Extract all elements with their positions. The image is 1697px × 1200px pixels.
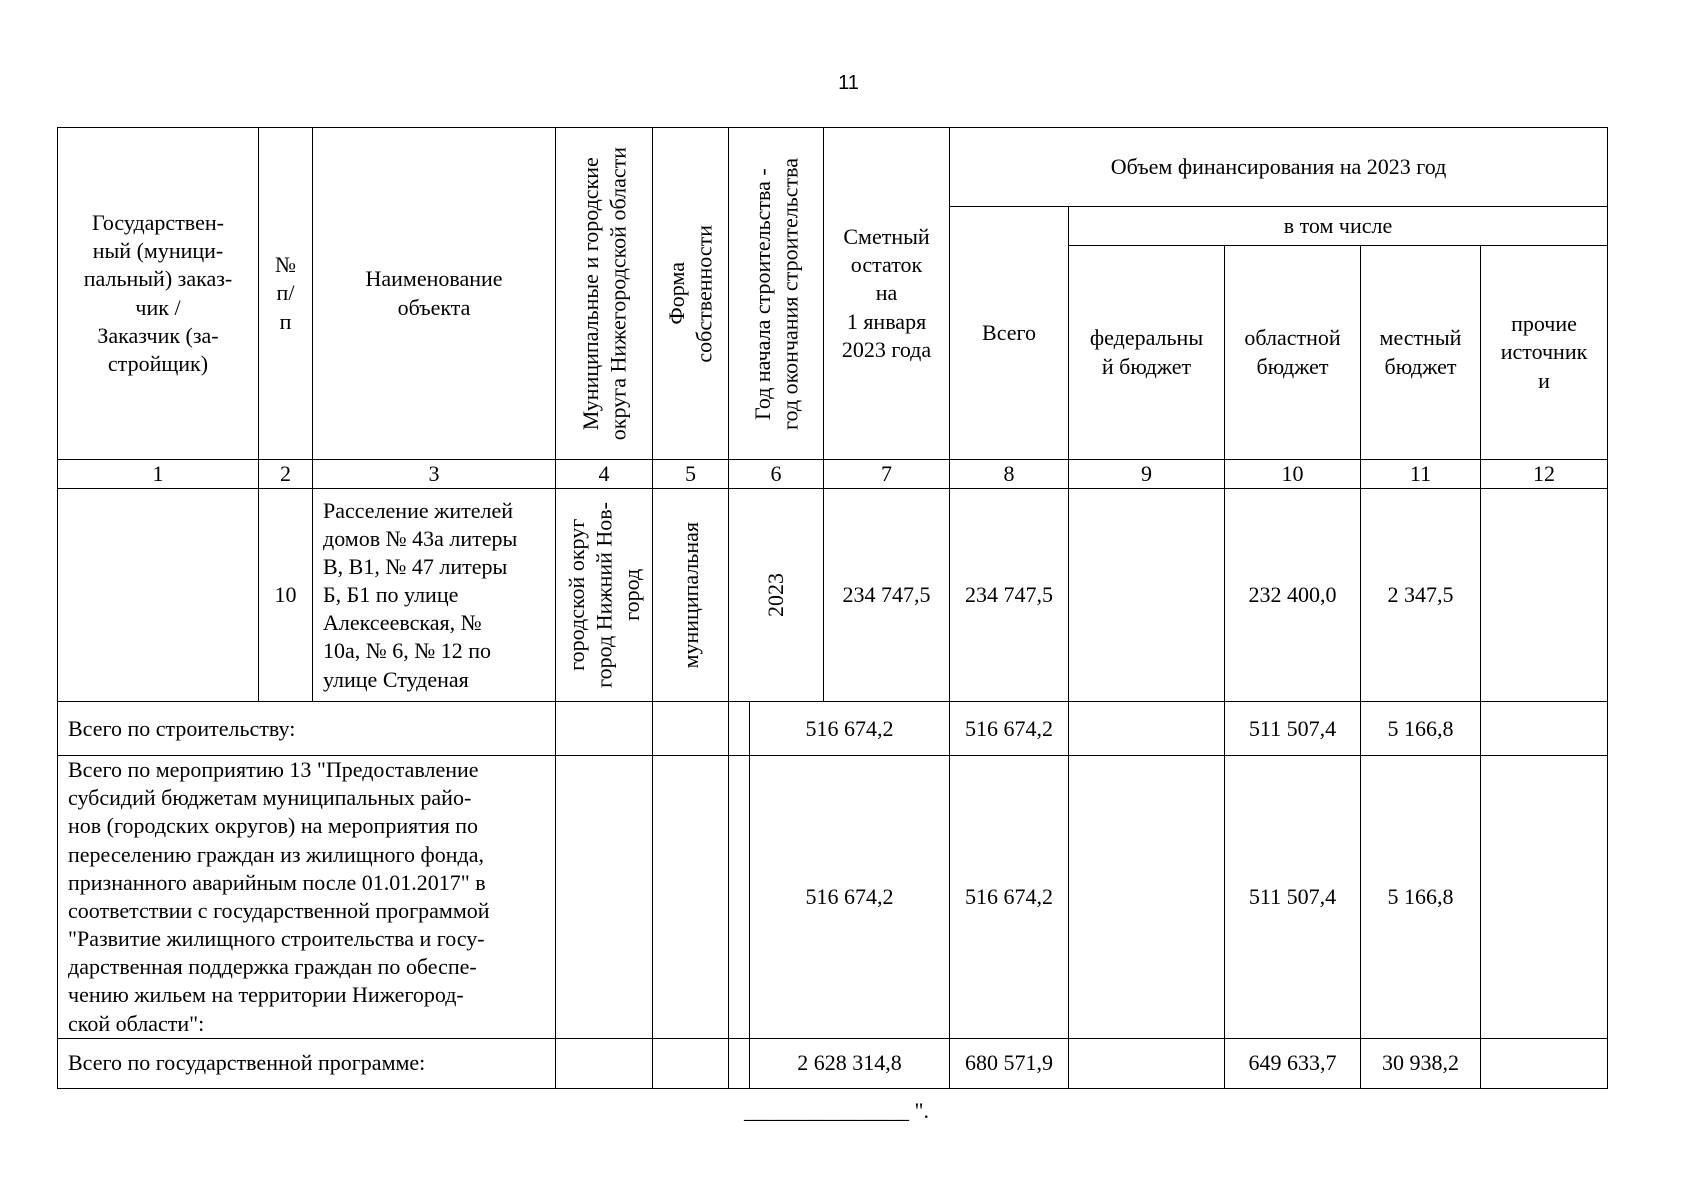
cell-municipality: городской округ город Нижний Нов- город bbox=[556, 489, 653, 702]
cell-local: 2 347,5 bbox=[1361, 489, 1481, 702]
cell-other bbox=[1481, 756, 1608, 1039]
column-number: 6 bbox=[729, 460, 824, 489]
cell-regional: 232 400,0 bbox=[1225, 489, 1361, 702]
column-number: 12 bbox=[1481, 460, 1608, 489]
cell-federal bbox=[1069, 1038, 1225, 1088]
column-number: 4 bbox=[556, 460, 653, 489]
column-number: 10 bbox=[1225, 460, 1361, 489]
cell-ownership: муниципальная bbox=[653, 489, 729, 702]
cell-total: 680 571,9 bbox=[950, 1038, 1069, 1088]
cell-estimate: 516 674,2 bbox=[750, 756, 950, 1039]
header-total: Всего bbox=[950, 207, 1069, 460]
column-number: 11 bbox=[1361, 460, 1481, 489]
cell-customer bbox=[58, 489, 259, 702]
cell-regional: 649 633,7 bbox=[1225, 1038, 1361, 1088]
cell-years bbox=[729, 756, 750, 1039]
cell-local: 5 166,8 bbox=[1361, 702, 1481, 756]
cell-federal bbox=[1069, 702, 1225, 756]
cell-total: 234 747,5 bbox=[950, 489, 1069, 702]
cell-other bbox=[1481, 702, 1608, 756]
cell-estimate: 2 628 314,8 bbox=[750, 1038, 950, 1088]
cell-local: 5 166,8 bbox=[1361, 756, 1481, 1039]
header-including: в том числе bbox=[1069, 207, 1608, 246]
closing-quote-line: _______________ ". bbox=[744, 1098, 929, 1123]
column-number: 9 bbox=[1069, 460, 1225, 489]
financing-table bbox=[57, 127, 1608, 1089]
header-regional: областной бюджет bbox=[1225, 246, 1361, 460]
column-number: 1 bbox=[58, 460, 259, 489]
cell-total: 516 674,2 bbox=[950, 756, 1069, 1039]
cell-years bbox=[729, 1038, 750, 1088]
header-funding-title: Объем финансирования на 2023 год bbox=[950, 128, 1608, 207]
header-years: Год начала строительства - год окончания строительства bbox=[729, 128, 824, 460]
header-municipality: Муниципальные и городские округа Нижегородской области bbox=[556, 128, 653, 460]
cell-federal bbox=[1069, 756, 1225, 1039]
table-row bbox=[58, 756, 1608, 1039]
header-estimate: Сметный остаток на 1 января 2023 года bbox=[824, 128, 950, 460]
cell-municipality bbox=[556, 756, 653, 1039]
cell-ownership bbox=[653, 1038, 729, 1088]
cell-total: 516 674,2 bbox=[950, 702, 1069, 756]
cell-estimate: 516 674,2 bbox=[750, 702, 950, 756]
table-row bbox=[58, 489, 1608, 702]
column-number: 5 bbox=[653, 460, 729, 489]
cell-estimate: 234 747,5 bbox=[824, 489, 950, 702]
cell-other bbox=[1481, 1038, 1608, 1088]
cell-municipality bbox=[556, 1038, 653, 1088]
table-row bbox=[58, 1038, 1608, 1088]
cell-object-name: Расселение жителей домов № 43а литеры В, В1, № 47 литеры Б, Б1 по улице Алексеевская, № 10а, № 6, № 12 по улице Студеная bbox=[313, 489, 556, 702]
page-number: 11 bbox=[838, 72, 859, 94]
header-number: № п/ п bbox=[259, 128, 313, 460]
header-other: прочие источник и bbox=[1481, 246, 1608, 460]
cell-regional: 511 507,4 bbox=[1225, 702, 1361, 756]
header-local: местный бюджет bbox=[1361, 246, 1481, 460]
cell-row-label: Всего по государственной программе: bbox=[58, 1038, 556, 1088]
cell-municipality bbox=[556, 702, 653, 756]
column-number-row bbox=[58, 460, 1608, 489]
cell-other bbox=[1481, 489, 1608, 702]
cell-regional: 511 507,4 bbox=[1225, 756, 1361, 1039]
cell-federal bbox=[1069, 489, 1225, 702]
column-number: 8 bbox=[950, 460, 1069, 489]
header-customer: Государствен- ный (муници- пальный) заказ- чик / Заказчик (за- стройщик) bbox=[58, 128, 259, 460]
header-federal: федеральны й бюджет bbox=[1069, 246, 1225, 460]
header-object-name: Наименование объекта bbox=[313, 128, 556, 460]
column-number: 7 bbox=[824, 460, 950, 489]
cell-row-label: Всего по мероприятию 13 "Предоставление субсидий бюджетам муниципальных райо- нов (городских округов) на мероприятия по переселению граждан из жилищного фонда, признанного аварийным после 01.01.2017" в соответствии с государственной программой "Развитие жилищного строительства и госу- дарственная поддержка граждан по обеспе- чению жильем на территории Нижегород- ской области": bbox=[58, 756, 556, 1039]
header-ownership: Форма собственности bbox=[653, 128, 729, 460]
column-number: 3 bbox=[313, 460, 556, 489]
column-number: 2 bbox=[259, 460, 313, 489]
cell-number: 10 bbox=[259, 489, 313, 702]
table-row bbox=[58, 702, 1608, 756]
cell-row-label: Всего по строительству: bbox=[58, 702, 556, 756]
cell-years bbox=[729, 702, 750, 756]
cell-years: 2023 bbox=[729, 489, 824, 702]
cell-ownership bbox=[653, 702, 729, 756]
cell-local: 30 938,2 bbox=[1361, 1038, 1481, 1088]
cell-ownership bbox=[653, 756, 729, 1039]
